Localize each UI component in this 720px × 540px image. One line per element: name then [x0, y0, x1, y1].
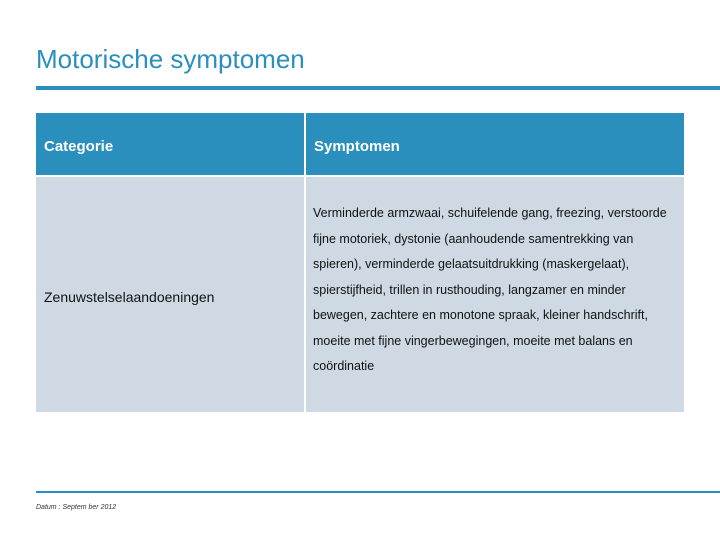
header-category: Categorie [36, 113, 304, 175]
slide-title: Motorische symptomen [36, 44, 305, 74]
row-symptoms-cell: Verminderde armzwaai, schuifelende gang, freezing, verstoorde fijne motoriek, dystonie (aanhoudende samentrekking van spieren), verminderde gelaatsuitdrukking (maskergelaat), spierstijfheid, trillen in rusthouding, langzamer en minder bewegen, zachtere en monotone spraak, kleiner handschrift, moeite met fijne vingerbewegingen, moeite met balans en coördinatie [306, 177, 684, 412]
row-category-text: Zenuwstelselaandoeningen [44, 288, 215, 305]
table-row [36, 177, 684, 412]
footer-date: Datum : Septem ber 2012 [36, 504, 117, 511]
title-divider [36, 86, 720, 90]
row-category-cell [36, 177, 304, 412]
header-symptoms: Symptomen [306, 113, 684, 175]
symptoms-table [36, 113, 684, 412]
footer-divider [36, 491, 720, 493]
table-header-row [36, 113, 684, 175]
